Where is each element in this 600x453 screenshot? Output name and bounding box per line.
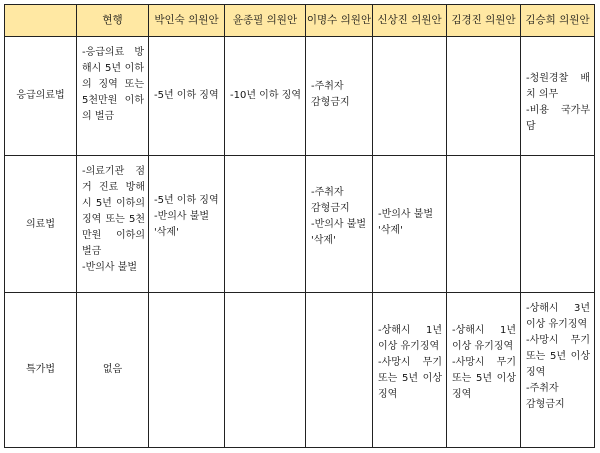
row-divider (4, 292, 595, 293)
column-divider (76, 4, 77, 448)
table-cell: -상해시 1년 이상 유기징역 -사망시 무기 또는 5년 이상 징역 (452, 325, 516, 400)
header-yoon: 윤종필 의원안 (232, 14, 298, 26)
column-divider (446, 4, 447, 448)
table-cell: -주취자 감형금지 (311, 81, 350, 108)
column-divider (148, 4, 149, 448)
column-divider (224, 4, 225, 448)
row-label-medical-act: 의료법 (26, 219, 55, 230)
table-cell: -응급의료 방해시 5년 이하의 징역 또는 5천만원 이하의 벌금 (82, 47, 144, 122)
table-cell: 없음 (102, 364, 123, 375)
column-divider (594, 4, 595, 448)
table-cell: -의료기관 점거 진료 방해시 5년 이하의 징역 또는 5천만원 이하의 벌금 -반의사 불벌 (82, 166, 145, 273)
table-cell: -청원경찰 배치 의무 -비용 국가부담 (526, 73, 590, 132)
header-kim-sh: 김승희 의원안 (525, 14, 590, 26)
table-cell: -5년 이하 징역 (154, 90, 219, 101)
table-cell: -반의사 불벌 '삭제' (378, 209, 434, 236)
row-label-special-act: 특가법 (26, 364, 55, 375)
column-divider (520, 4, 521, 448)
row-divider (4, 155, 595, 156)
header-lee: 이명수 의원안 (306, 14, 372, 26)
header-kim-kj: 김경진 의원안 (451, 14, 516, 26)
header-shin: 신상진 의원안 (377, 14, 442, 26)
table-cell: -상해시 1년 이상 유기징역 -사망시 무기 또는 5년 이상 징역 (378, 325, 442, 400)
row-label-emergency-act: 응급의료법 (16, 90, 65, 101)
column-divider (372, 4, 373, 448)
header-divider (4, 36, 595, 37)
header-park: 박인숙 의원안 (154, 14, 219, 26)
table-cell: -5년 이하 징역 -반의사 불벌 '삭제' (154, 195, 219, 238)
table-border-bottom (4, 447, 595, 448)
table-cell: -주취자 감형금지 -반의사 불벌 '삭제' (311, 187, 367, 246)
table-cell: -상해시 3년 이상 유기징역 -사망시 무기 또는 5년 이상 징역 -주취자 감형금지 (526, 303, 590, 410)
header-current: 현행 (102, 14, 123, 26)
table-cell: -10년 이하 징역 (230, 90, 301, 101)
column-divider (305, 4, 306, 448)
